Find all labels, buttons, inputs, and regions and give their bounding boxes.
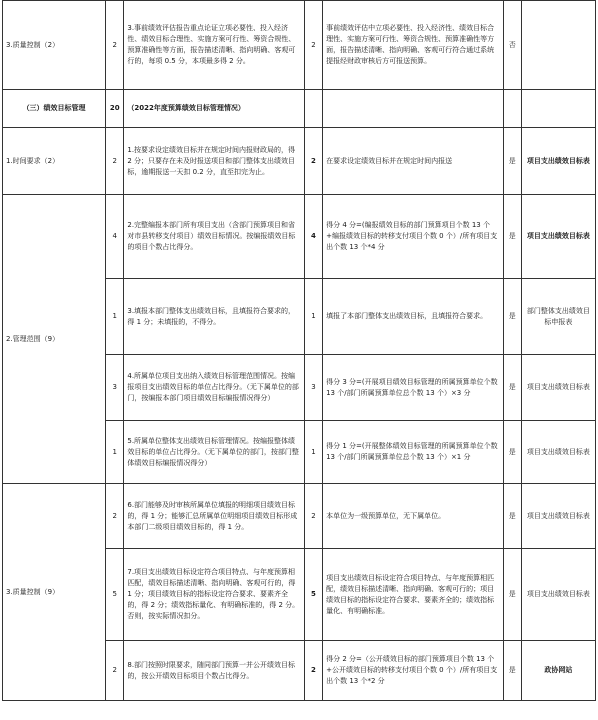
source-cell: 项目支出绩效目标表 <box>521 355 595 421</box>
yes-no-cell: 是 <box>503 549 521 641</box>
indicator-cell: 2.管理范围（9） <box>3 195 106 484</box>
got-score-cell: 1 <box>304 421 322 484</box>
score-cell: 2 <box>106 484 124 549</box>
got-score-cell: 5 <box>304 549 322 641</box>
standard-cell: 4.所属单位项目支出纳入绩效目标管理范围情况。按编报项目支出绩效目标的单位占比得分。（无下属单位的部门，按编报本部门项目绩效目标编报情况得分） <box>124 355 304 421</box>
score-cell: 1 <box>106 279 124 355</box>
source-cell: 项目支出绩效目标表 <box>521 549 595 641</box>
table-row <box>3 195 596 279</box>
standard-cell: 1.按要求设定绩效目标并在规定时间内报财政局的，得 2 分；只要存在未及时报送项目和部门整体支出绩效目标，逾期报送一天扣 0.2 分，直至扣完为止。 <box>124 128 304 195</box>
score-cell: 2 <box>106 641 124 701</box>
got-score-cell: 1 <box>304 279 322 355</box>
standard-cell: 3.填报本部门整体支出绩效目标，且填报符合要求的，得 1 分；未填报的，不得分。 <box>124 279 304 355</box>
empty-cell <box>304 90 322 128</box>
got-score-cell: 2 <box>304 128 322 195</box>
score-cell: 5 <box>106 549 124 641</box>
source-cell <box>521 1 595 90</box>
empty-cell <box>323 90 503 128</box>
score-cell: 4 <box>106 195 124 279</box>
source-cell: 项目支出绩效目标表 <box>521 195 595 279</box>
standard-cell: 2.完整编报本部门所有项目支出（含部门预算项目和省对市县转移支付项目）绩效目标情况。按编报绩效目标的项目个数占比得分。 <box>124 195 304 279</box>
evaluation-table <box>2 0 596 701</box>
yes-no-cell: 是 <box>503 128 521 195</box>
section-score: 20 <box>106 90 124 128</box>
got-score-cell: 2 <box>304 641 322 701</box>
standard-cell: 8.部门按照时限要求，随同部门预算一并公开绩效目标的，按公开绩效目标项目个数占比得分。 <box>124 641 304 701</box>
standard-cell: 5.所属单位整体支出绩效目标管理情况。按编报整体绩效目标的单位占比得分。（无下属单位的部门，按部门整体绩效目标编报情况得分） <box>124 421 304 484</box>
evidence-cell: 填报了本部门整体支出绩效目标，且填报符合要求。 <box>323 279 503 355</box>
indicator-cell: 1.时间要求（2） <box>3 128 106 195</box>
yes-no-cell: 否 <box>503 1 521 90</box>
standard-cell: 7.项目支出绩效目标设定符合项目特点、与年度预算相匹配，绩效目标描述清晰、指向明确、客观可行的，得 1 分；项目绩效目标的指标设定符合要求、要素齐全的，得 2 分；绩效指标量化、有明确标准的，得 2 分。否则，按实际情况扣分。 <box>124 549 304 641</box>
section-title: （三）绩效目标管理 <box>3 90 106 128</box>
score-cell: 1 <box>106 421 124 484</box>
source-cell: 部门整体支出绩效目标申报表 <box>521 279 595 355</box>
indicator-cell: 3.质量控制（2） <box>3 1 106 90</box>
empty-cell <box>503 90 521 128</box>
standard-cell: 3.事前绩效评估报告重点论证立项必要性、投入经济性、绩效目标合理性、实施方案可行性、筹资合规性、预算准确性等方面，报告描述清晰、指向明确、客观可行的，每项 0.5 分，本项最多得 2 分。 <box>124 1 304 90</box>
yes-no-cell: 是 <box>503 355 521 421</box>
got-score-cell: 2 <box>304 484 322 549</box>
evidence-cell: 得分 1 分=(开展整体绩效目标管理的所属预算单位个数 13 个/部门所属预算单位总个数 13 个）×1 分 <box>323 421 503 484</box>
table-row <box>3 128 596 195</box>
evidence-cell: 在要求设定绩效目标并在规定时间内报送 <box>323 128 503 195</box>
section-row <box>3 90 596 128</box>
evidence-cell: 项目支出绩效目标设定符合项目特点、与年度预算相匹配，绩效目标描述清晰、指向明确、客观可行的；项目绩效目标的指标设定符合要求、要素齐全的；绩效指标量化、有明确标准。 <box>323 549 503 641</box>
empty-cell <box>521 90 595 128</box>
yes-no-cell: 是 <box>503 279 521 355</box>
got-score-cell: 2 <box>304 1 322 90</box>
source-cell: 项目支出绩效目标表 <box>521 421 595 484</box>
got-score-cell: 4 <box>304 195 322 279</box>
indicator-cell: 3.质量控制（9） <box>3 484 106 701</box>
evidence-cell: 本单位为一级预算单位，无下属单位。 <box>323 484 503 549</box>
source-cell: 政协网站 <box>521 641 595 701</box>
evidence-cell: 得分 4 分=(编报绩效目标的部门预算项目个数 13 个+编报绩效目标的转移支付项目个数 0 个）/所有项目支出个数 13 个*4 分 <box>323 195 503 279</box>
score-cell: 3 <box>106 355 124 421</box>
standard-cell: 6.部门能够及时审核所属单位填报的明细项目绩效目标的，得 1 分；能够汇总所属单位明细项目绩效目标形成本部门二级项目绩效目标的，得 1 分。 <box>124 484 304 549</box>
table-row <box>3 1 596 90</box>
score-cell: 2 <box>106 128 124 195</box>
score-cell: 2 <box>106 1 124 90</box>
source-cell: 项目支出绩效目标表 <box>521 128 595 195</box>
section-note: （2022年度预算绩效目标管理情况） <box>124 90 304 128</box>
source-cell: 项目支出绩效目标表 <box>521 484 595 549</box>
evidence-cell: 得分 3 分=(开展项目绩效目标管理的所属预算单位个数 13 个/部门所属预算单位总个数 13 个）×3 分 <box>323 355 503 421</box>
evidence-cell: 得分 2 分=（公开绩效目标的部门预算项目个数 13 个+公开绩效目标的转移支付项目个数 0 个）/所有项目支出个数 13 个*2 分 <box>323 641 503 701</box>
evidence-cell: 事前绩效评估中立项必要性、投入经济性、绩效目标合理性、实施方案可行性、筹资合规性、预算准确性等方面，报告描述清晰、指向明确、客观可行符合通过系统提报经财政审核后方可报送预算。 <box>323 1 503 90</box>
yes-no-cell: 是 <box>503 641 521 701</box>
got-score-cell: 3 <box>304 355 322 421</box>
yes-no-cell: 是 <box>503 421 521 484</box>
table-row <box>3 484 596 549</box>
yes-no-cell: 是 <box>503 484 521 549</box>
yes-no-cell: 是 <box>503 195 521 279</box>
